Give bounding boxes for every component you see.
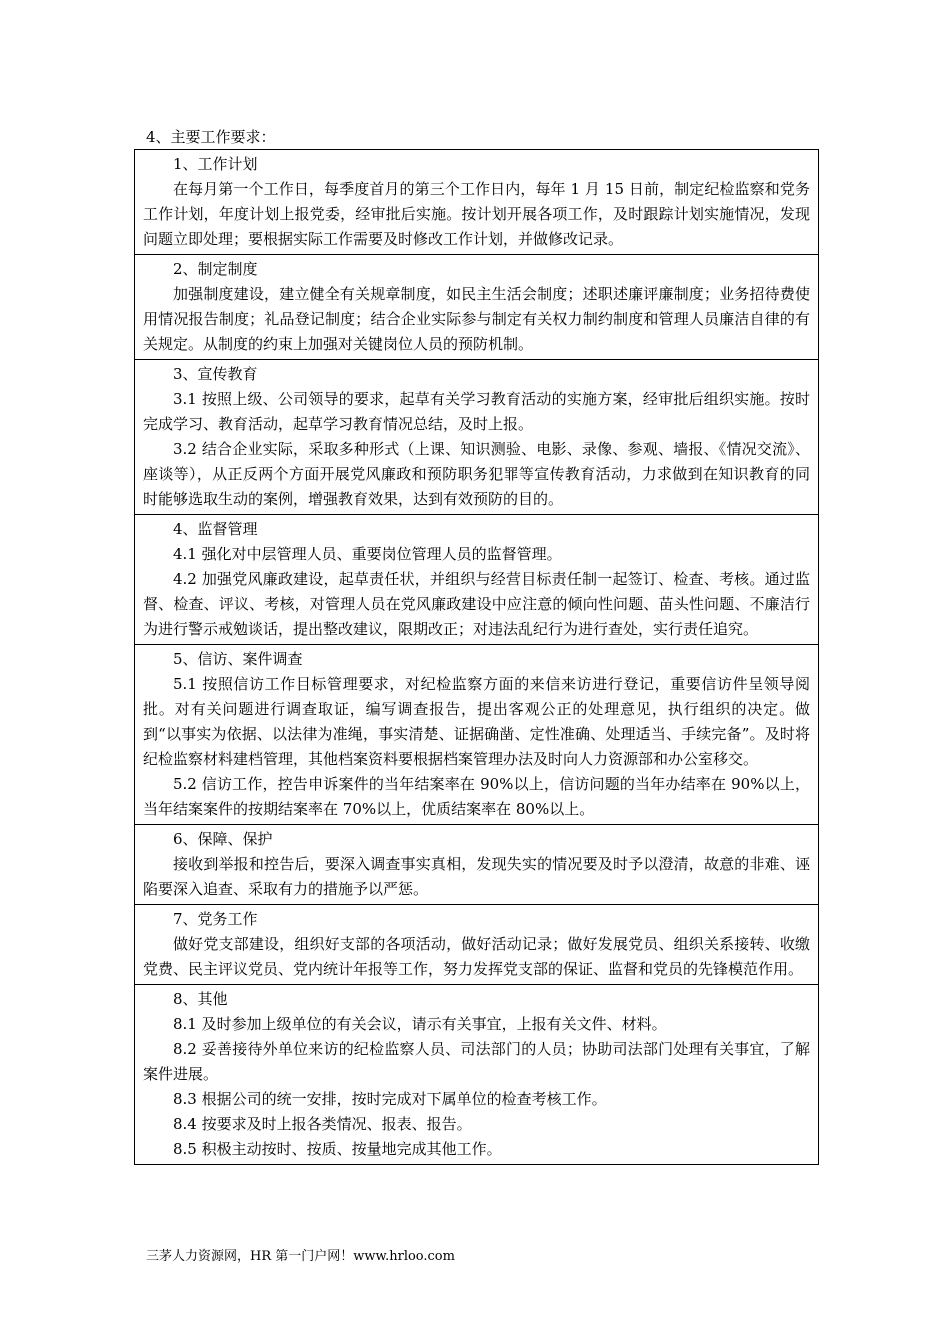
section-paragraph: 3.2 结合企业实际，采取多种形式（上课、知识测验、电影、录像、参观、墙报、《情况交流》、座谈等），从正反两个方面开展党风廉政和预防职务犯罪等宣传教育活动，力求做到在知识教育的同时能够选取生动的案例，增强教育效果，达到有效预防的目的。: [143, 440, 810, 508]
section-education: [135, 360, 818, 515]
section-protection: [135, 825, 818, 905]
section-petitions: [135, 645, 818, 825]
section-title: 3、宣传教育: [173, 365, 258, 383]
section-work-plan: [135, 150, 818, 255]
section-paragraph: 4.2 加强党风廉政建设，起草责任状，并组织与经营目标责任制一起签订、检查、考核。通过监督、检查、评议、考核，对管理人员在党风廉政建设中应注意的倾向性问题、苗头性问题、不廉洁行为进行警示戒勉谈话，提出整改建议，限期改正；对违法乱纪行为进行查处，实行责任追究。: [143, 570, 810, 638]
section-paragraph: 3.1 按照上级、公司领导的要求，起草有关学习教育活动的实施方案，经审批后组织实施。按时完成学习、教育活动，起草学习教育情况总结，及时上报。: [143, 390, 810, 433]
section-paragraph: 5.2 信访工作，控告申诉案件的当年结案率在 90%以上，信访问题的当年办结率在 90%以上，当年结案案件的按期结案率在 70%以上，优质结案率在 80%以上。: [143, 775, 810, 818]
section-title: 4、监督管理: [173, 520, 258, 538]
section-paragraph: 加强制度建设，建立健全有关规章制度，如民主生活会制度；述职述廉评廉制度；业务招待费使用情况报告制度；礼品登记制度；结合企业实际参与制定有关权力制约制度和管理人员廉洁自律的有关规定。从制度的约束上加强对关键岗位人员的预防机制。: [143, 285, 810, 353]
section-paragraph: 在每月第一个工作日，每季度首月的第三个工作日内，每年 1 月 15 日前，制定纪检监察和党务工作计划，年度计划上报党委，经审批后实施。按计划开展各项工作，及时跟踪计划实施情况，发现问题立即处理；要根据实际工作需要及时修改工作计划，并做修改记录。: [143, 180, 810, 248]
section-rules: [135, 255, 818, 360]
section-paragraph: 接收到举报和控告后，要深入调查事实真相，发现失实的情况要及时予以澄清，故意的非难、诬陷要深入追查、采取有力的措施予以严惩。: [143, 855, 810, 898]
section-title: 8、其他: [173, 990, 228, 1008]
section-party-affairs: [135, 905, 818, 985]
page-footer: 三茅人力资源网，HR 第一门户网！www.hrloo.com: [146, 1249, 455, 1264]
section-title: 5、信访、案件调查: [173, 650, 303, 668]
section-paragraph: 4.1 强化对中层管理人员、重要岗位管理人员的监督管理。: [173, 545, 562, 563]
section-supervision: [135, 515, 818, 645]
section-title: 7、党务工作: [173, 910, 258, 928]
page-heading: 4、主要工作要求：: [146, 128, 276, 146]
section-title: 6、保障、保护: [173, 830, 273, 848]
section-paragraph: 8.1 及时参加上级单位的有关会议，请示有关事宜，上报有关文件、材料。: [173, 1015, 667, 1033]
section-paragraph: 8.3 根据公司的统一安排，按时完成对下属单位的检查考核工作。: [173, 1090, 607, 1108]
section-title: 2、制定制度: [173, 260, 258, 278]
section-paragraph: 8.5 积极主动按时、按质、按量地完成其他工作。: [173, 1140, 502, 1158]
section-paragraph: 8.4 按要求及时上报各类情况、报表、报告。: [173, 1115, 472, 1133]
requirements-table: [134, 149, 819, 1165]
section-paragraph: 5.1 按照信访工作目标管理要求，对纪检监察方面的来信来访进行登记，重要信访件呈领导阅批。对有关问题进行调查取证，编写调查报告，提出客观公正的处理意见，执行组织的决定。做到“以事实为依据、以法律为准绳，事实清楚、证据确凿、定性准确、处理适当、手续完备”。及时将纪检监察材料建档管理，其他档案资料要根据档案管理办法及时向人力资源部和办公室移交。: [143, 675, 810, 768]
section-other: [135, 985, 818, 1165]
section-paragraph: 做好党支部建设，组织好支部的各项活动，做好活动记录；做好发展党员、组织关系接转、收缴党费、民主评议党员、党内统计年报等工作，努力发挥党支部的保证、监督和党员的先锋模范作用。: [143, 935, 810, 978]
section-title: 1、工作计划: [173, 155, 258, 173]
section-paragraph: 8.2 妥善接待外单位来访的纪检监察人员、司法部门的人员；协助司法部门处理有关事宜，了解案件进展。: [143, 1040, 810, 1083]
